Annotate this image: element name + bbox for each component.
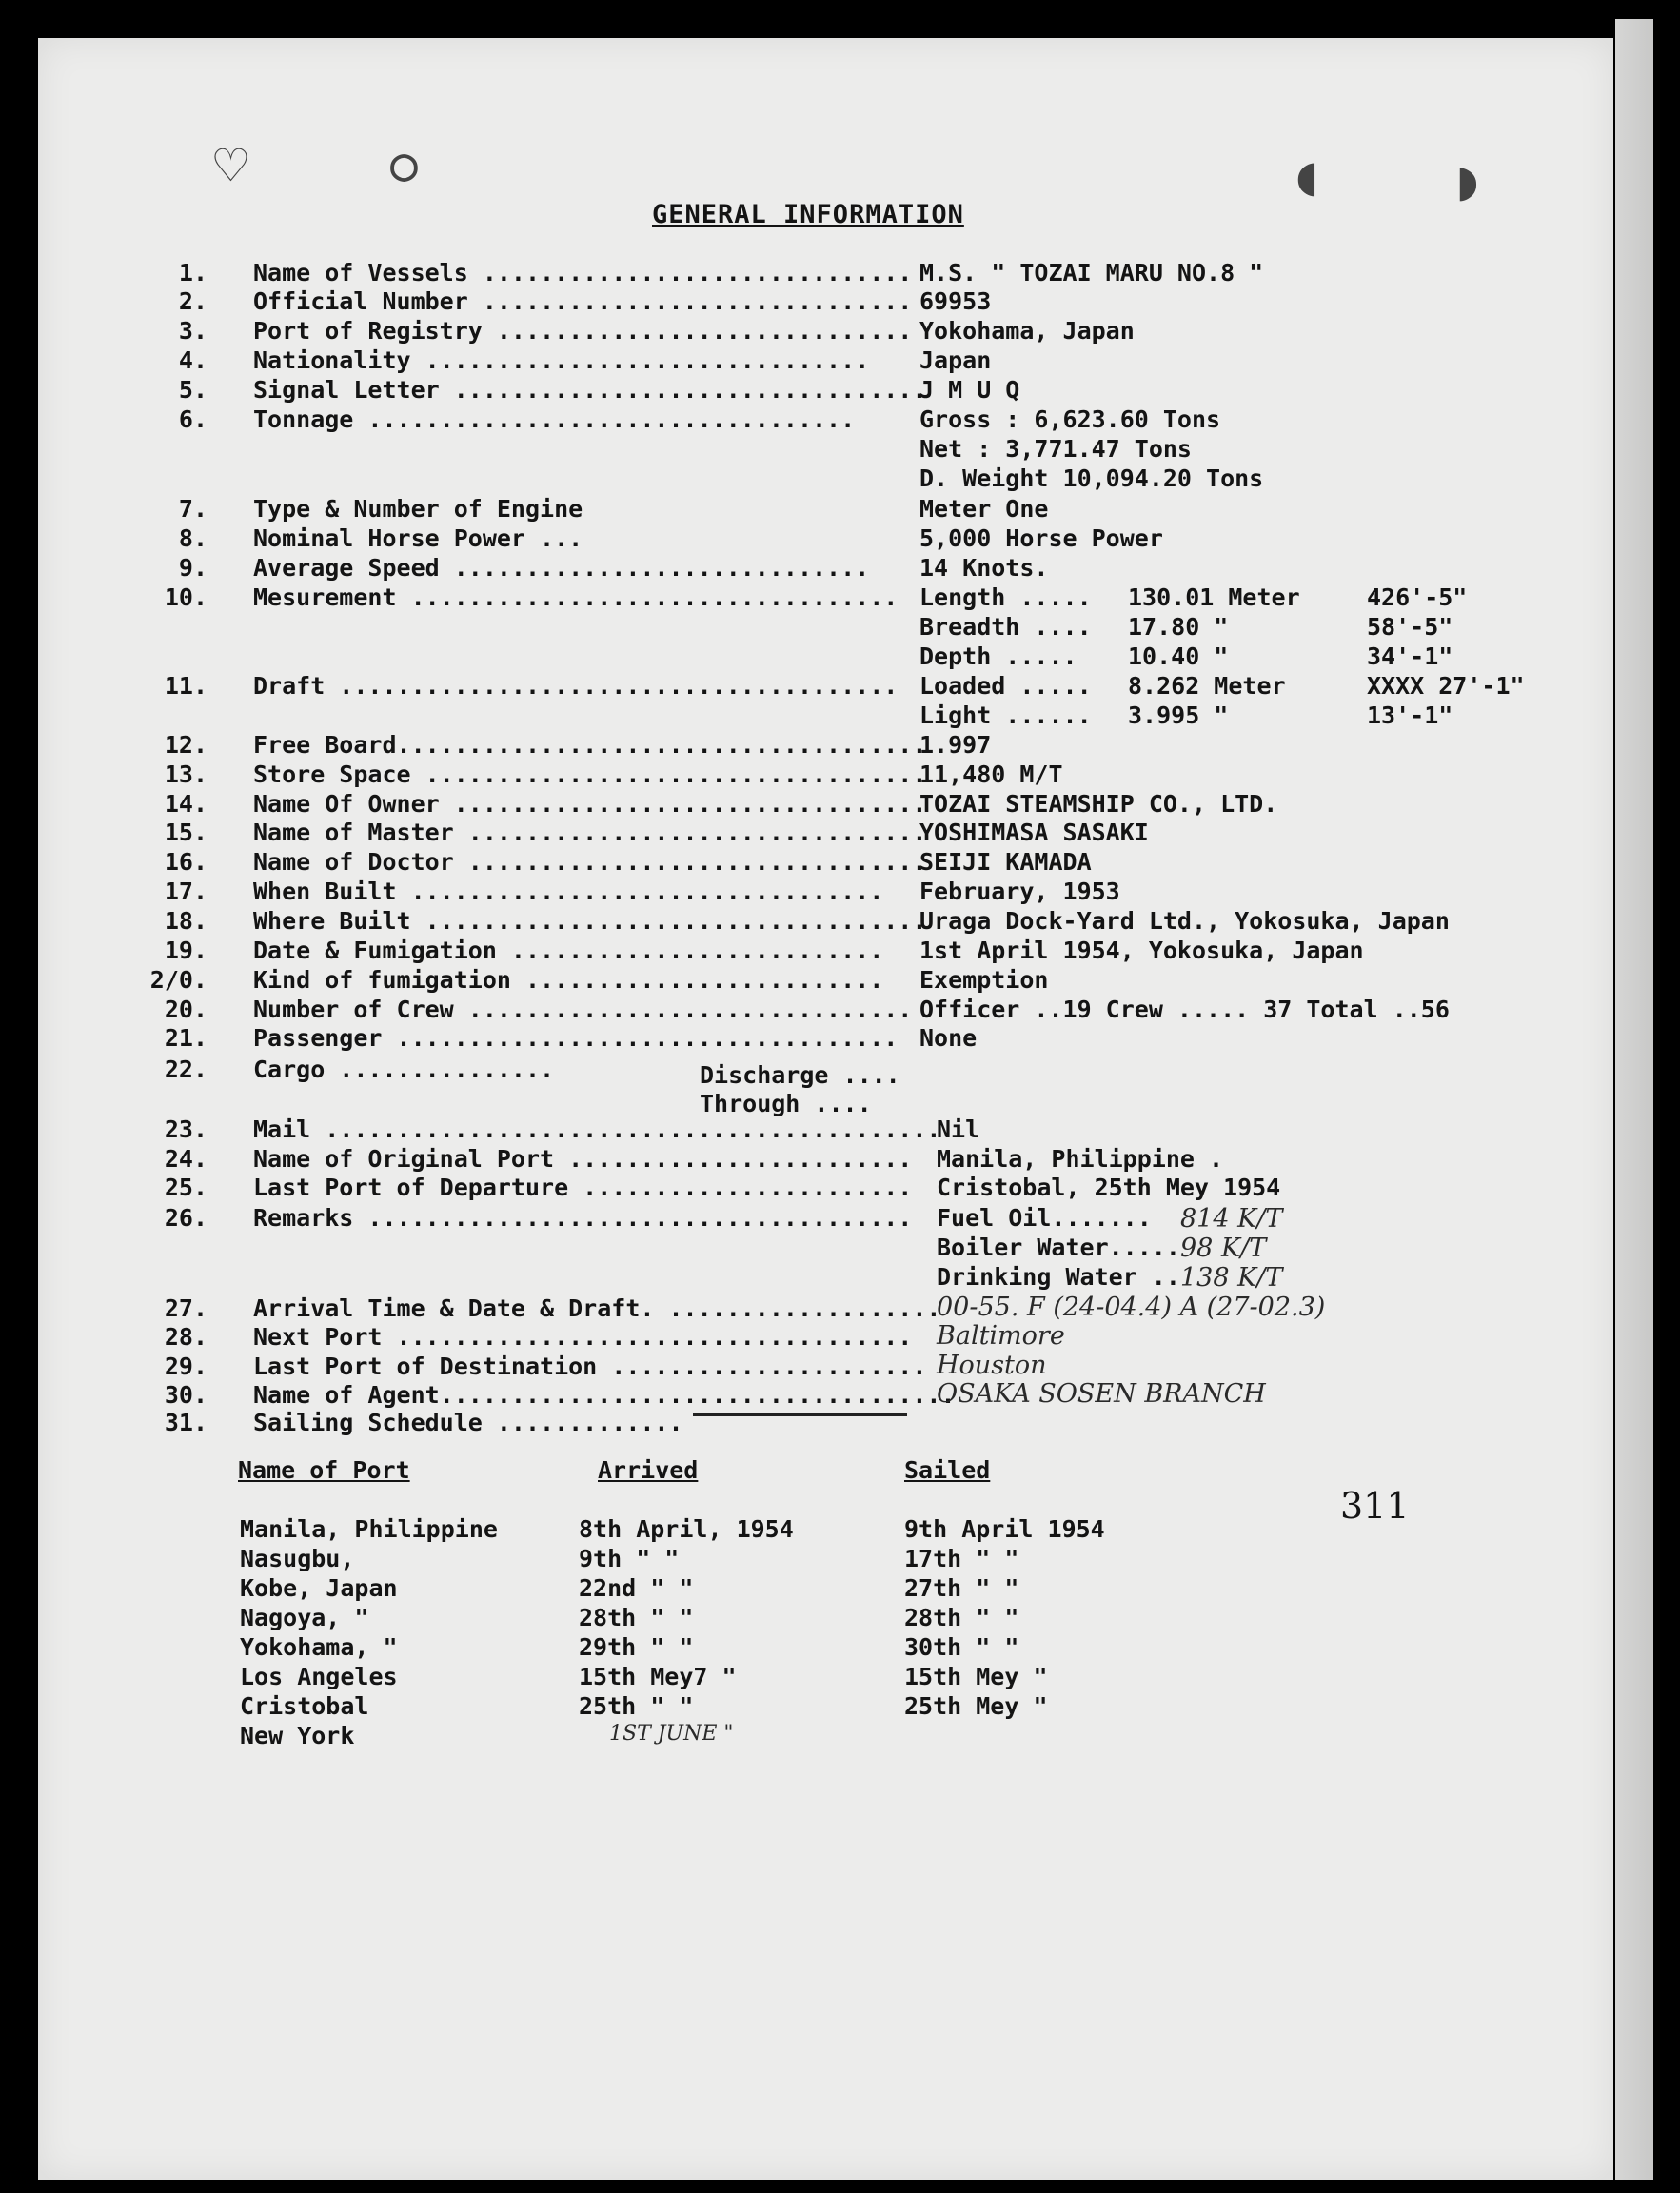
field-label: Last Port of Departure ....................... [253, 1174, 913, 1201]
schedule-cell: 17th " " [904, 1545, 1019, 1572]
field-row [0, 642, 1618, 671]
field-row [0, 1263, 1618, 1292]
schedule-cell: 28th " " [579, 1604, 694, 1631]
field-value-secondary: 138 K/T [1180, 1263, 1283, 1293]
field-value: Officer ..19 Crew ..... 37 Total ..56 [919, 996, 1450, 1023]
schedule-cell: Los Angeles [240, 1663, 398, 1690]
field-number: 13. [164, 761, 208, 788]
field-label: Where Built ................................... [253, 907, 927, 935]
schedule-cell: 25th " " [579, 1692, 694, 1720]
field-row [0, 996, 1618, 1024]
page-number: 311 [1340, 1485, 1410, 1527]
field-row [0, 848, 1618, 877]
field-row [0, 287, 1618, 316]
field-label: Date & Fumigation .......................... [253, 937, 884, 964]
field-row [0, 1204, 1618, 1233]
field-value: M.S. " TOZAI MARU NO.8 " [919, 259, 1264, 286]
field-value: Meter One [919, 495, 1049, 523]
field-value: Breadth .... [919, 613, 1092, 641]
field-label: Last Port of Destination ...................... [253, 1353, 927, 1380]
hole-mark: ○ [390, 138, 418, 191]
field-label: Name of Master ................................ [253, 819, 927, 846]
field-value: 5,000 Horse Power [919, 524, 1163, 552]
schedule-cell: 27th " " [904, 1574, 1019, 1602]
field-value: Length ..... [919, 583, 1092, 611]
field-value: None [919, 1024, 978, 1052]
schedule-header-arrived: Arrived [598, 1456, 699, 1484]
field-label: Cargo ............... [253, 1056, 555, 1083]
field-number: 2. [178, 287, 208, 315]
field-value-imperial: 13'-1" [1367, 701, 1453, 729]
field-number: 9. [178, 554, 208, 582]
field-value: TOZAI STEAMSHIP CO., LTD. [919, 790, 1278, 818]
field-number: 19. [164, 937, 208, 964]
field-row [0, 317, 1618, 346]
field-number: 21. [164, 1024, 208, 1052]
field-row [0, 1381, 1618, 1410]
field-label: Name of Vessels .............................. [253, 259, 913, 286]
field-row [0, 1353, 1618, 1381]
schedule-cell: 25th Mey " [904, 1692, 1048, 1720]
field-row [0, 1174, 1618, 1202]
field-row [0, 613, 1618, 642]
field-row [0, 966, 1618, 995]
field-label: Average Speed ............................. [253, 554, 870, 582]
schedule-cell: 9th April 1954 [904, 1515, 1105, 1543]
field-number: 20. [164, 996, 208, 1023]
field-label: When Built ................................. [253, 878, 884, 905]
field-row [0, 554, 1618, 583]
field-value: February, 1953 [919, 878, 1120, 905]
cargo-note: Through .... [700, 1090, 872, 1117]
schedule-cell: New York [240, 1722, 355, 1749]
field-number: 15. [164, 819, 208, 846]
field-value: Boiler Water..... [937, 1234, 1180, 1261]
field-number: 1. [178, 259, 208, 286]
field-value: 11,480 M/T [919, 761, 1063, 788]
field-row [0, 524, 1618, 553]
schedule-cell: Nagoya, " [240, 1604, 369, 1631]
field-row [0, 1323, 1618, 1352]
field-value-secondary: 3.995 " [1128, 701, 1229, 729]
field-value-secondary: 10.40 " [1128, 642, 1229, 670]
field-number: 11. [164, 672, 208, 700]
field-number: 6. [178, 405, 208, 433]
field-value-imperial: XXXX 27'-1" [1367, 672, 1525, 700]
field-row [0, 819, 1618, 847]
field-row [0, 672, 1618, 701]
field-value: Fuel Oil....... [937, 1204, 1152, 1232]
field-value: YOSHIMASA SASAKI [919, 819, 1149, 846]
field-label: Free Board..................................... [253, 731, 927, 759]
field-label: Passenger ................................... [253, 1024, 899, 1052]
field-value: D. Weight 10,094.20 Tons [919, 464, 1264, 492]
field-row [0, 701, 1618, 730]
field-number: 16. [164, 848, 208, 876]
field-value: Exemption [919, 966, 1049, 994]
field-number: 30. [164, 1381, 208, 1409]
field-value: Depth ..... [919, 642, 1077, 670]
field-row [0, 376, 1618, 405]
field-row [0, 1145, 1618, 1174]
field-label: Mail ........................................... [253, 1116, 941, 1143]
field-number: 17. [164, 878, 208, 905]
page-title: GENERAL INFORMATION [652, 200, 964, 229]
field-label: Number of Crew ............................... [253, 996, 913, 1023]
schedule-cell: Manila, Philippine [240, 1515, 498, 1543]
schedule-cell: 15th Mey7 " [579, 1663, 737, 1690]
field-label: Name Of Owner ................................. [253, 790, 927, 818]
field-value: Houston [937, 1351, 1047, 1380]
hole-mark: ◗ [1452, 148, 1485, 212]
field-label: Type & Number of Engine [253, 495, 583, 523]
schedule-cell: 29th " " [579, 1633, 694, 1661]
schedule-cell: 28th " " [904, 1604, 1019, 1631]
field-label: Nominal Horse Power ... [253, 524, 583, 552]
field-label: Name of Agent.................................... [253, 1381, 956, 1409]
field-label: Kind of fumigation ......................... [253, 966, 884, 994]
field-label: Next Port .................................... [253, 1323, 913, 1351]
field-value: 00-55. F (24-04.4) A (27-02.3) [937, 1293, 1326, 1322]
field-value: 14 Knots. [919, 554, 1049, 582]
schedule-cell: Yokohama, " [240, 1633, 398, 1661]
field-number: 18. [164, 907, 208, 935]
field-value: Uraga Dock-Yard Ltd., Yokosuka, Japan [919, 907, 1450, 935]
field-label: Store Space ................................... [253, 761, 927, 788]
field-value: Light ...... [919, 701, 1092, 729]
field-value: Gross : 6,623.60 Tons [919, 405, 1221, 433]
field-number: 3. [178, 317, 208, 345]
field-value-imperial: 426'-5" [1367, 583, 1468, 611]
hole-mark: ♡ [214, 133, 247, 198]
field-value: Loaded ..... [919, 672, 1092, 700]
field-value-secondary: 130.01 Meter [1128, 583, 1300, 611]
field-row [0, 405, 1618, 434]
field-value: Yokohama, Japan [919, 317, 1135, 345]
field-value: 1.997 [919, 731, 992, 759]
field-row [0, 583, 1618, 612]
schedule-cell: 22nd " " [579, 1574, 694, 1602]
schedule-header-port: Name of Port [238, 1456, 410, 1484]
field-number: 12. [164, 731, 208, 759]
page-edge [1615, 19, 1653, 2180]
field-number: 7. [178, 495, 208, 523]
field-value: Cristobal, 25th Mey 1954 [937, 1174, 1281, 1201]
schedule-underline [693, 1413, 907, 1416]
field-value: 69953 [919, 287, 992, 315]
field-number: 4. [178, 346, 208, 374]
field-value: Nil [937, 1116, 980, 1143]
field-number: 24. [164, 1145, 208, 1173]
field-label: Tonnage .................................. [253, 405, 856, 433]
field-label: Remarks ...................................... [253, 1204, 913, 1232]
field-number: 5. [178, 376, 208, 404]
field-label: Sailing Schedule ............. [253, 1409, 683, 1436]
field-number: 22. [164, 1056, 208, 1083]
field-label: Arrival Time & Date & Draft. ................... [253, 1294, 941, 1322]
field-value: Net : 3,771.47 Tons [919, 435, 1192, 463]
hole-mark: ◖ [1290, 143, 1323, 207]
schedule-cell: Nasugbu, [240, 1545, 355, 1572]
field-value-imperial: 34'-1" [1367, 642, 1453, 670]
field-number: 23. [164, 1116, 208, 1143]
field-row [0, 761, 1618, 789]
field-row [0, 1294, 1618, 1323]
field-row [0, 435, 1618, 464]
field-number: 10. [164, 583, 208, 611]
schedule-cell: 9th " " [579, 1545, 680, 1572]
field-number: 26. [164, 1204, 208, 1232]
field-row [0, 495, 1618, 524]
field-number: 14. [164, 790, 208, 818]
field-row [0, 878, 1618, 906]
field-row [0, 790, 1618, 819]
field-value-secondary: 814 K/T [1180, 1204, 1283, 1234]
field-row [0, 259, 1618, 287]
field-value-secondary: 17.80 " [1128, 613, 1229, 641]
field-value: SEIJI KAMADA [919, 848, 1092, 876]
field-value: Drinking Water .. [937, 1263, 1180, 1291]
field-row [0, 464, 1618, 493]
schedule-cell: Kobe, Japan [240, 1574, 398, 1602]
field-value-secondary: 8.262 Meter [1128, 672, 1286, 700]
field-number: 28. [164, 1323, 208, 1351]
field-value: OSAKA SOSEN BRANCH [937, 1379, 1266, 1409]
field-number: 29. [164, 1353, 208, 1380]
field-number: 8. [178, 524, 208, 552]
field-label: Name of Doctor ................................ [253, 848, 927, 876]
field-number: 27. [164, 1294, 208, 1322]
field-row [0, 1024, 1618, 1053]
schedule-cell: 30th " " [904, 1633, 1019, 1661]
field-value: 1st April 1954, Yokosuka, Japan [919, 937, 1364, 964]
field-value: J M U Q [919, 376, 1020, 404]
field-label: Name of Original Port ........................ [253, 1145, 913, 1173]
field-label: Port of Registry ............................. [253, 317, 913, 345]
schedule-cell: 1ST JUNE " [609, 1722, 734, 1746]
field-value-secondary: 98 K/T [1180, 1234, 1267, 1263]
field-row [0, 937, 1618, 965]
cargo-note: Discharge .... [700, 1061, 900, 1089]
field-value: Japan [919, 346, 992, 374]
field-number: 25. [164, 1174, 208, 1201]
schedule-cell: 15th Mey " [904, 1663, 1048, 1690]
schedule-header-sailed: Sailed [904, 1456, 991, 1484]
field-row [0, 1234, 1618, 1262]
field-value: Baltimore [937, 1321, 1065, 1351]
field-row [0, 1116, 1618, 1144]
field-row [0, 346, 1618, 375]
field-row [0, 907, 1618, 936]
field-label: Official Number .............................. [253, 287, 913, 315]
field-label: Draft ....................................... [253, 672, 899, 700]
field-label: Mesurement .................................. [253, 583, 899, 611]
schedule-cell: Cristobal [240, 1692, 369, 1720]
field-row [0, 731, 1618, 760]
schedule-cell: 8th April, 1954 [579, 1515, 794, 1543]
field-value-imperial: 58'-5" [1367, 613, 1453, 641]
field-label: Nationality ............................... [253, 346, 870, 374]
field-number: 2/0. [149, 966, 208, 994]
field-value: Manila, Philippine . [937, 1145, 1224, 1173]
field-number: 31. [164, 1409, 208, 1436]
field-label: Signal Letter ................................. [253, 376, 927, 404]
